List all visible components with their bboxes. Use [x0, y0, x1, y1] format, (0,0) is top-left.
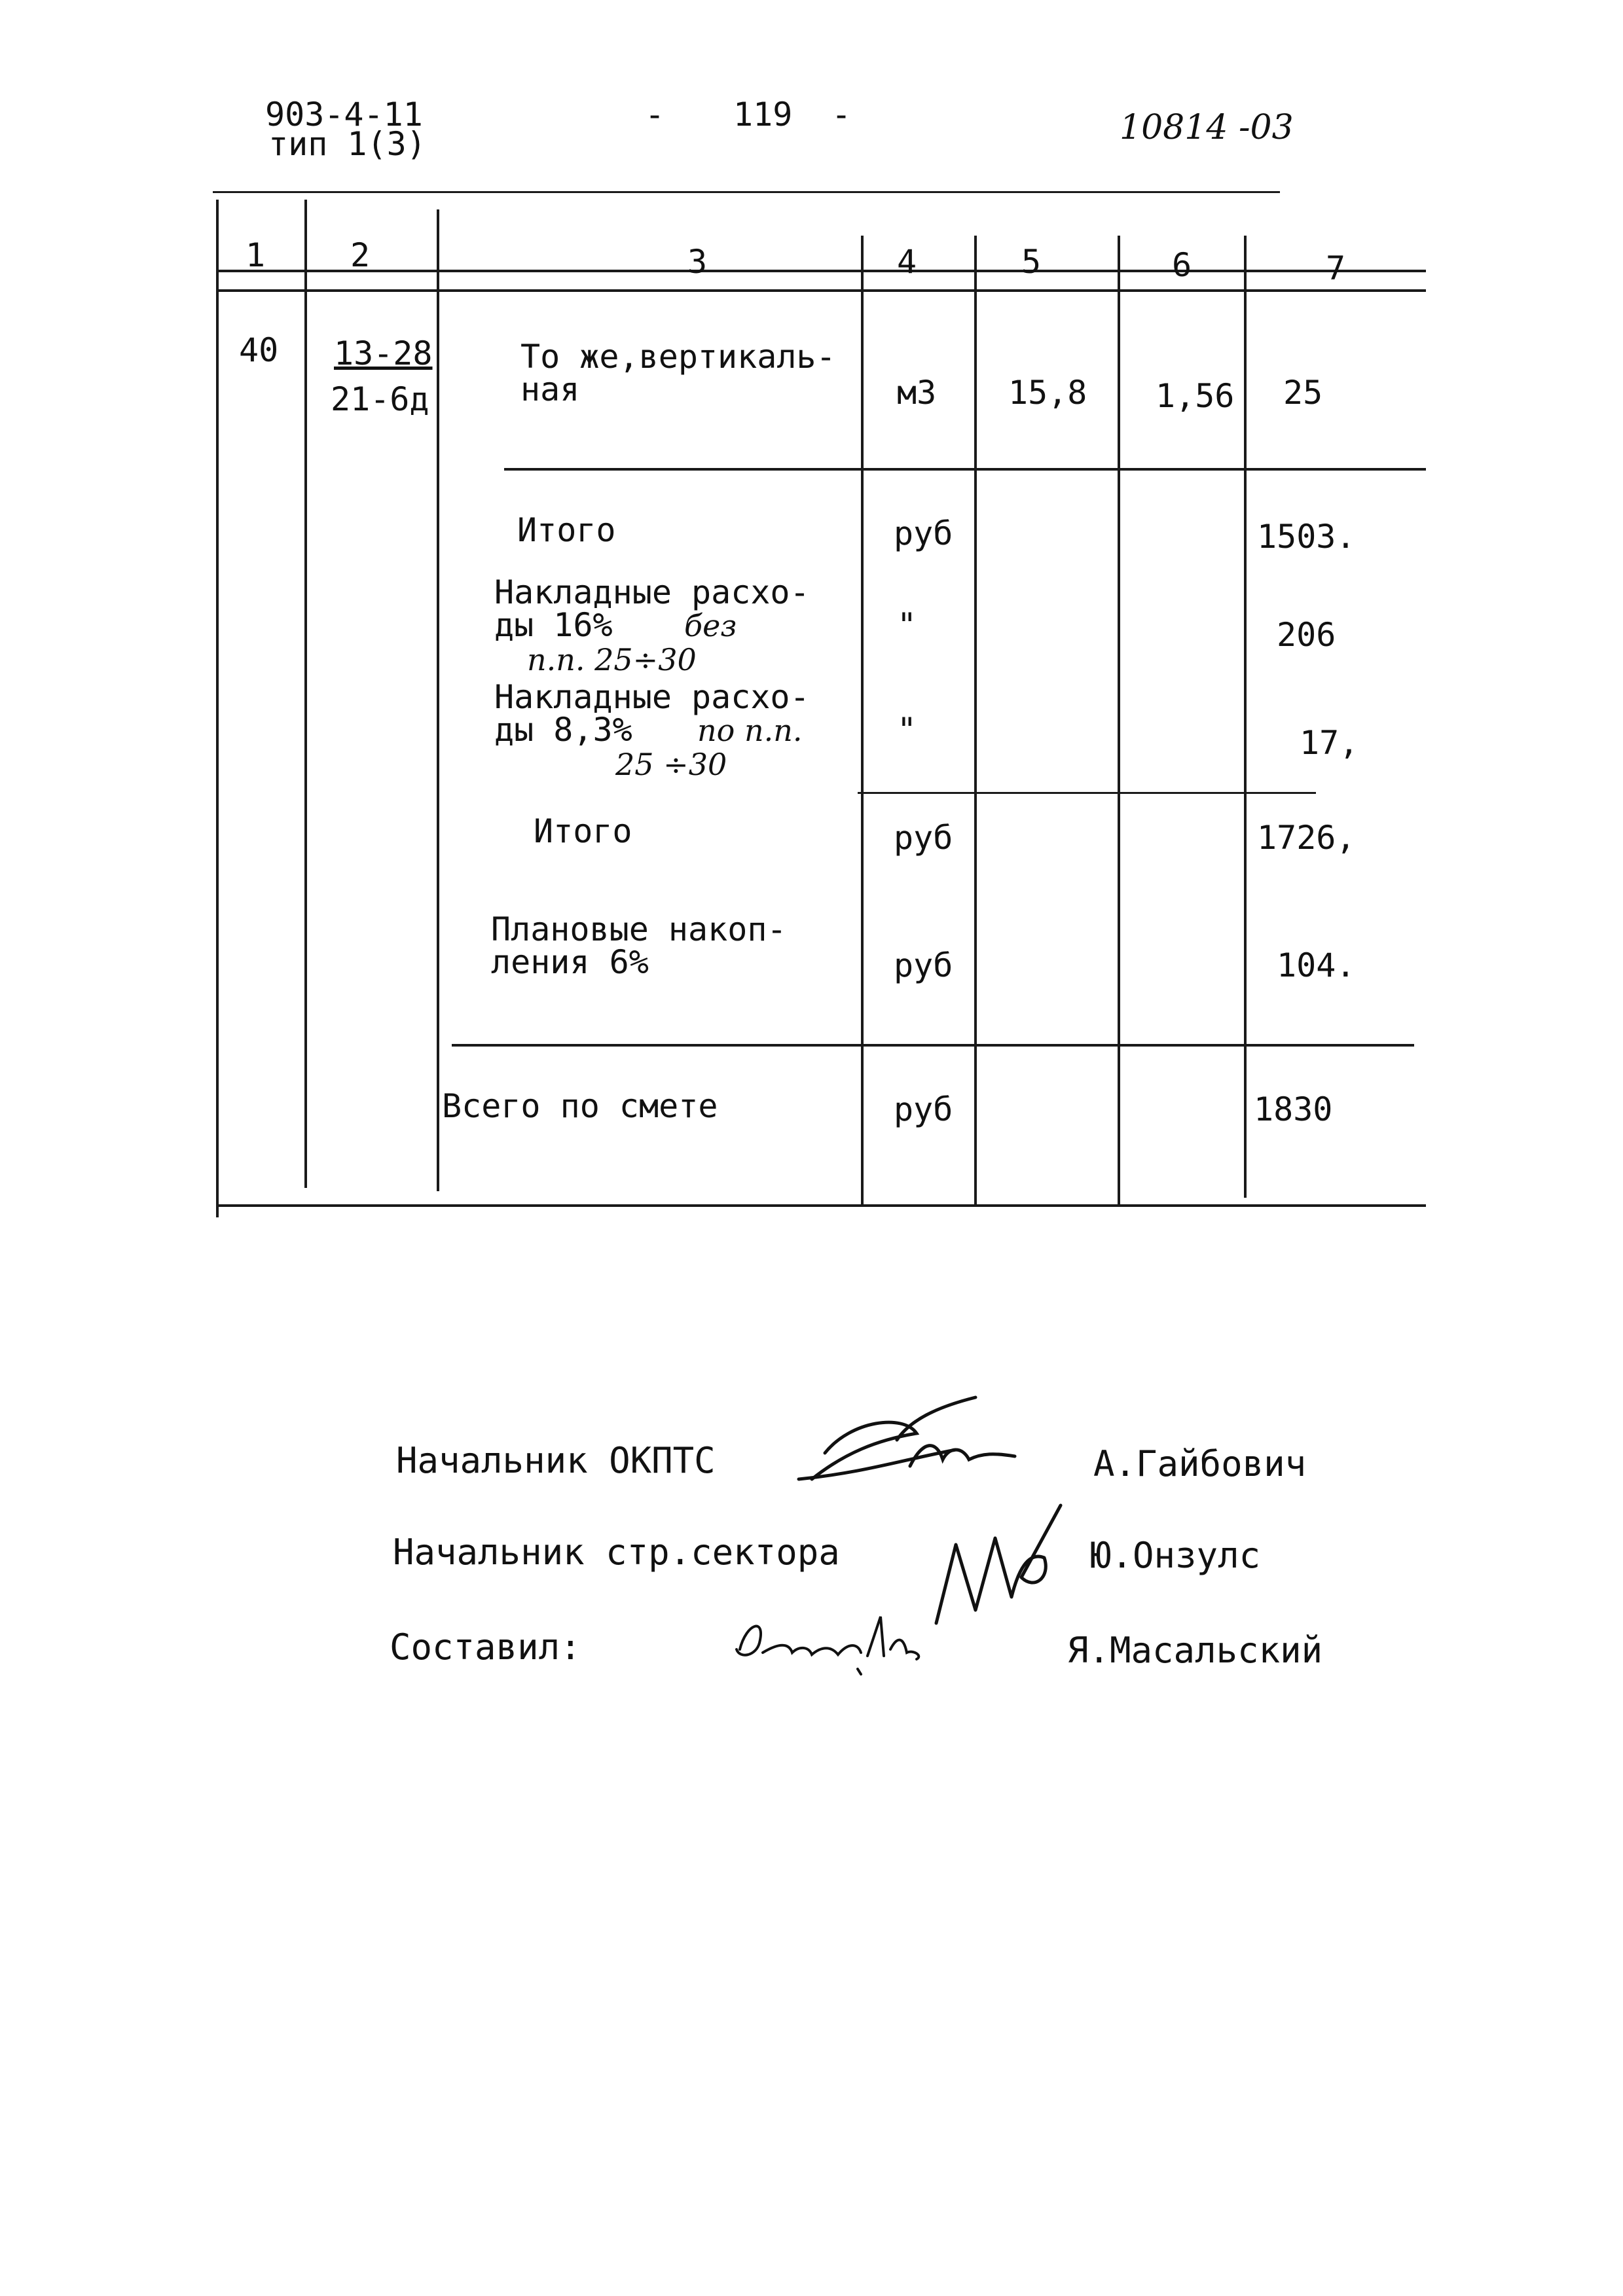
planned-line2: ления 6% [491, 943, 649, 981]
planned-unit: руб [894, 946, 953, 984]
signatory-title: Начальник стр.сектора [393, 1532, 840, 1573]
subtotal-unit: руб [894, 514, 953, 552]
subtotal-label: Итого [534, 812, 632, 850]
doc-code: 903-4-11 [265, 96, 423, 134]
col-header-1: 1 [246, 236, 266, 274]
signatory-name: Я.Масальский [1067, 1630, 1323, 1671]
subtotal-value: 1503. [1257, 518, 1356, 556]
overhead-value: 17, [1300, 724, 1359, 762]
col-header-2: 2 [350, 236, 371, 274]
col-header-4: 4 [897, 243, 917, 281]
page-number: 119 [733, 96, 793, 134]
subtotal-unit: руб [894, 819, 953, 857]
overhead-handwritten-note: без [684, 608, 737, 643]
overhead-handwritten-range: 25 ÷30 [615, 747, 727, 782]
overhead-handwritten-range: п.п. 25÷30 [527, 642, 697, 677]
overhead-value: 206 [1277, 616, 1336, 654]
planned-line1: Плановые накоп- [491, 910, 787, 948]
work-description-line2: ная [520, 370, 580, 408]
col-header-6: 6 [1172, 246, 1192, 284]
overhead-line1: Накладные расхо- [494, 678, 810, 716]
grand-total-value: 1830 [1254, 1090, 1333, 1128]
overhead-line2: ды 16% [494, 606, 613, 644]
quantity: 15,8 [1008, 374, 1087, 412]
planned-value: 104. [1277, 946, 1356, 984]
signatory-name: Ю.Онзулс [1090, 1535, 1261, 1576]
col-header-3: 3 [687, 243, 708, 281]
row-total: 25 [1283, 374, 1323, 412]
norm-code-bottom: 21-6д [331, 380, 429, 418]
signatory-title: Начальник ОКПТС [396, 1440, 716, 1481]
handwritten-signature [786, 1381, 1034, 1499]
unit: м3 [897, 374, 937, 412]
overhead-line2: ды 8,3% [494, 711, 632, 749]
signatory-title: Составил: [390, 1626, 581, 1668]
handwritten-signature [727, 1597, 936, 1682]
page-dash-right: - [831, 96, 852, 134]
row-number: 40 [239, 331, 279, 369]
page-dash-left: - [645, 96, 665, 134]
col-header-7: 7 [1326, 249, 1346, 287]
overhead-handwritten-note: по п.п. [697, 713, 803, 748]
overhead-line1: Накладные расхо- [494, 573, 810, 611]
overhead-unit: " [897, 606, 917, 644]
col-header-5: 5 [1021, 243, 1042, 281]
grand-total-label: Всего по смете [442, 1087, 718, 1125]
subtotal-label: Итого [517, 511, 616, 549]
subtotal-value: 1726, [1257, 819, 1356, 857]
inventory-number: 10814 -03 [1120, 108, 1294, 147]
work-description-line1: То же,вертикаль- [520, 338, 836, 376]
overhead-unit: " [897, 711, 917, 749]
signatory-name: А.Гайбович [1093, 1443, 1307, 1484]
doc-type: тип 1(3) [268, 125, 426, 163]
grand-total-unit: руб [894, 1090, 953, 1128]
norm-code-top: 13-28 [334, 334, 433, 372]
handwritten-signature [930, 1499, 1087, 1630]
unit-price: 1,56 [1156, 377, 1235, 415]
